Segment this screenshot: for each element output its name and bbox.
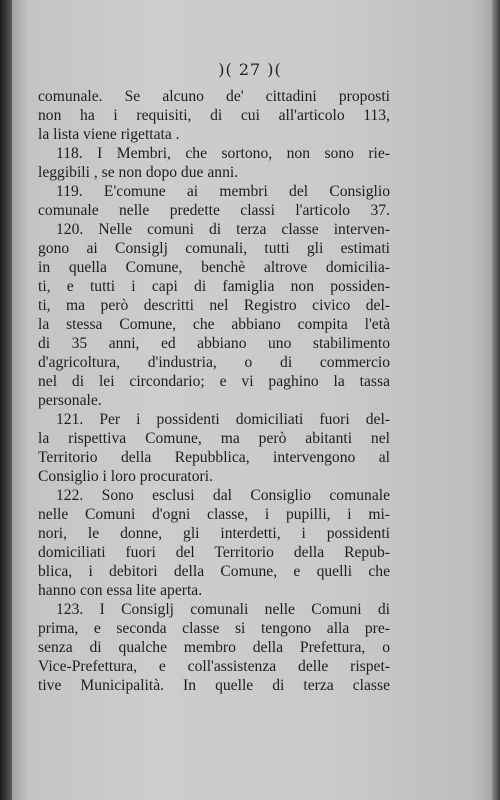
text-line: 120. Nelle comuni di terza classe interven-: [56, 221, 390, 238]
text-line: nelle Comuni d'ogni classe, i pupilli, i mi-: [38, 506, 390, 523]
text-line: personale.: [38, 392, 102, 409]
text-line: Consiglio i loro procuratori.: [38, 468, 213, 485]
text-line: comunale nelle predette classi l'articolo 37.: [38, 202, 390, 219]
text-line: di 35 anni, ed abbiano uno stabilimento: [38, 335, 390, 352]
text-line: Territorio della Repubblica, intervengono al: [38, 449, 390, 466]
text-line: in quella Comune, benchè altrove domicilia-: [38, 259, 390, 276]
text-line: comunale. Se alcuno de' cittadini proposti: [38, 88, 390, 105]
text-line: Vice-Prefettura, e coll'assistenza delle rispet-: [38, 658, 390, 675]
text-line: hanno con essa lite aperta.: [38, 582, 203, 599]
text-line: non ha i requisiti, di cui all'articolo 113,: [38, 107, 390, 124]
text-line: 121. Per i possidenti domiciliati fuori del-: [56, 411, 390, 428]
text-line: la rispettiva Comune, ma però abitanti nel: [38, 430, 390, 447]
text-line: tive Municipalità. In quelle di terza classe: [38, 677, 390, 694]
text-line: leggibili , se non dopo due anni.: [38, 164, 239, 181]
text-line: 122. Sono esclusi dal Consiglio comunale: [56, 487, 390, 504]
text-line: 119. E'comune ai membri del Consiglio: [56, 183, 390, 200]
text-line: nori, le donne, gli interdetti, i possidenti: [38, 525, 390, 542]
text-line: gono ai Consiglj comunali, tutti gli estimati: [38, 240, 390, 257]
text-line: nel di lei circondario; e vi paghino la tassa: [38, 373, 390, 390]
text-line: ti, ma però descritti nel Registro civico del-: [38, 297, 390, 314]
text-line: la lista viene rigettata .: [38, 126, 180, 143]
text-line: 118. I Membri, che sortono, non sono rie-: [56, 145, 390, 162]
text-line: 123. I Consiglj comunali nelle Comuni di: [56, 601, 390, 618]
text-line: senza di qualche membro della Prefettura, o: [38, 639, 390, 656]
text-line: la stessa Comune, che abbiano compita l'età: [38, 316, 390, 333]
text-line: blica, i debitori della Comune, e quelli che: [38, 563, 390, 580]
text-line: d'agricoltura, d'industria, o di commercio: [38, 354, 390, 371]
text-line: prima, e seconda classe si tengono alla pre-: [38, 620, 390, 637]
page-number-header: )( 27 )(: [218, 60, 282, 79]
text-line: ti, e tutti i capi di famiglia non possiden-: [38, 278, 390, 295]
text-line: domiciliati fuori del Territorio della Repub-: [38, 544, 390, 561]
